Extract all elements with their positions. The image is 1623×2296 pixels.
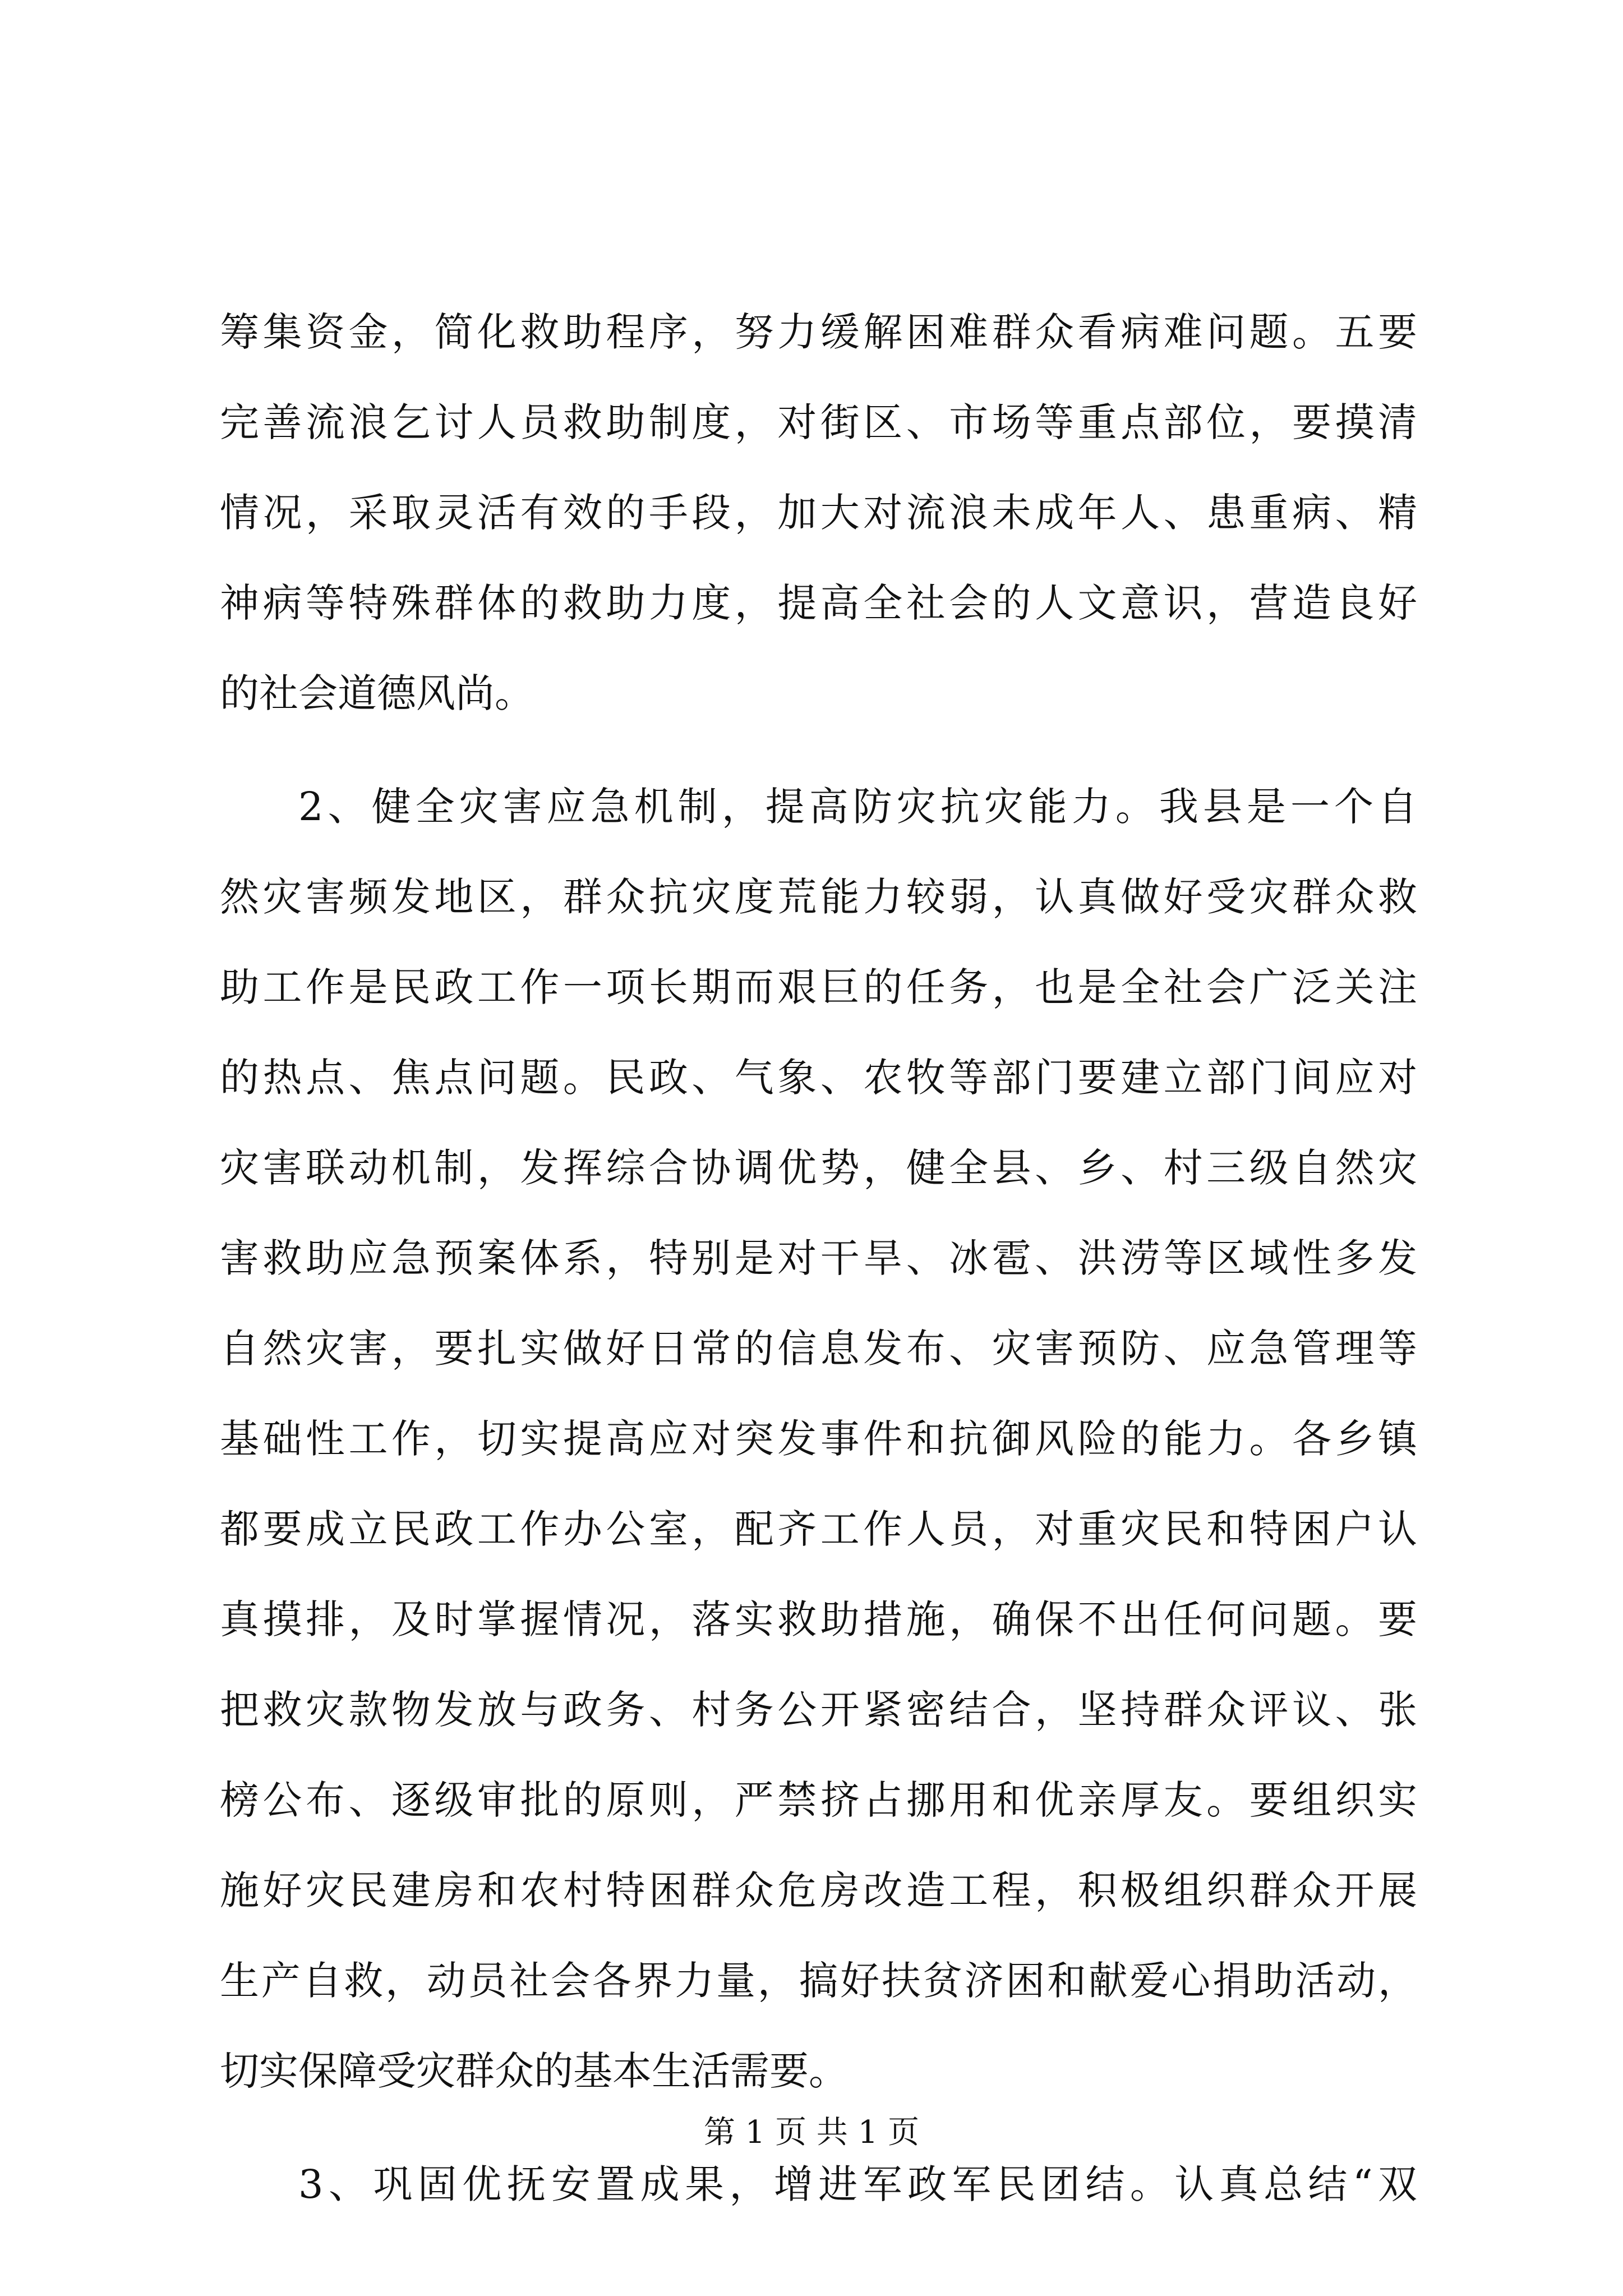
page-number-footer: 第 1 页 共 1 页 [703,2114,920,2151]
text-line: 的热点、焦点问题。民政、气象、农牧等部门要建立部门间应对 [220,1055,1417,1101]
text-line: 2、健全灾害应急机制，提高防灾抗灾能力。我县是一个自 [298,784,1417,830]
text-line: 把救灾款物发放与政务、村务公开紧密结合，坚持群众评议、张 [220,1687,1417,1733]
text-line: 都要成立民政工作办公室，配齐工作人员，对重灾民和特困户认 [220,1506,1417,1552]
text-line: 然灾害频发地区，群众抗灾度荒能力较弱，认真做好受灾群众救 [220,874,1417,920]
text-line: 害救助应急预案体系，特别是对干旱、冰雹、洪涝等区域性多发 [220,1235,1417,1281]
text-line: 的社会道德风尚。 [220,670,534,716]
text-line: 3、巩固优抚安置成果，增进军政军民团结。认真总结“双 [298,2161,1417,2207]
text-line: 施好灾民建房和农村特困群众危房改造工程，积极组织群众开展 [220,1867,1417,1913]
text-line: 完善流浪乞讨人员救助制度，对街区、市场等重点部位，要摸清 [220,399,1417,445]
text-line: 切实保障受灾群众的基本生活需要。 [220,2048,848,2094]
text-line: 自然灾害，要扎实做好日常的信息发布、灾害预防、应急管理等 [220,1326,1417,1372]
text-line: 助工作是民政工作一项长期而艰巨的任务，也是全社会广泛关注 [220,964,1417,1010]
paragraph-gap [220,739,1417,762]
document-body [220,287,1417,2230]
text-line: 榜公布、逐级审批的原则，严禁挤占挪用和优亲厚友。要组织实 [220,1777,1417,1823]
text-line: 生产自救，动员社会各界力量，搞好扶贫济困和献爱心捐助活动， [220,1958,1417,2004]
text-line: 筹集资金，简化救助程序，努力缓解困难群众看病难问题。五要 [220,309,1417,355]
text-line: 灾害联动机制，发挥综合协调优势，健全县、乡、村三级自然灾 [220,1145,1417,1191]
text-line: 基础性工作，切实提高应对突发事件和抗御风险的能力。各乡镇 [220,1416,1417,1462]
text-line: 情况，采取灵活有效的手段，加大对流浪未成年人、患重病、精 [220,490,1417,536]
text-line: 神病等特殊群体的救助力度，提高全社会的人文意识，营造良好 [220,580,1417,626]
text-line: 真摸排，及时掌握情况，落实救助措施，确保不出任何问题。要 [220,1596,1417,1642]
